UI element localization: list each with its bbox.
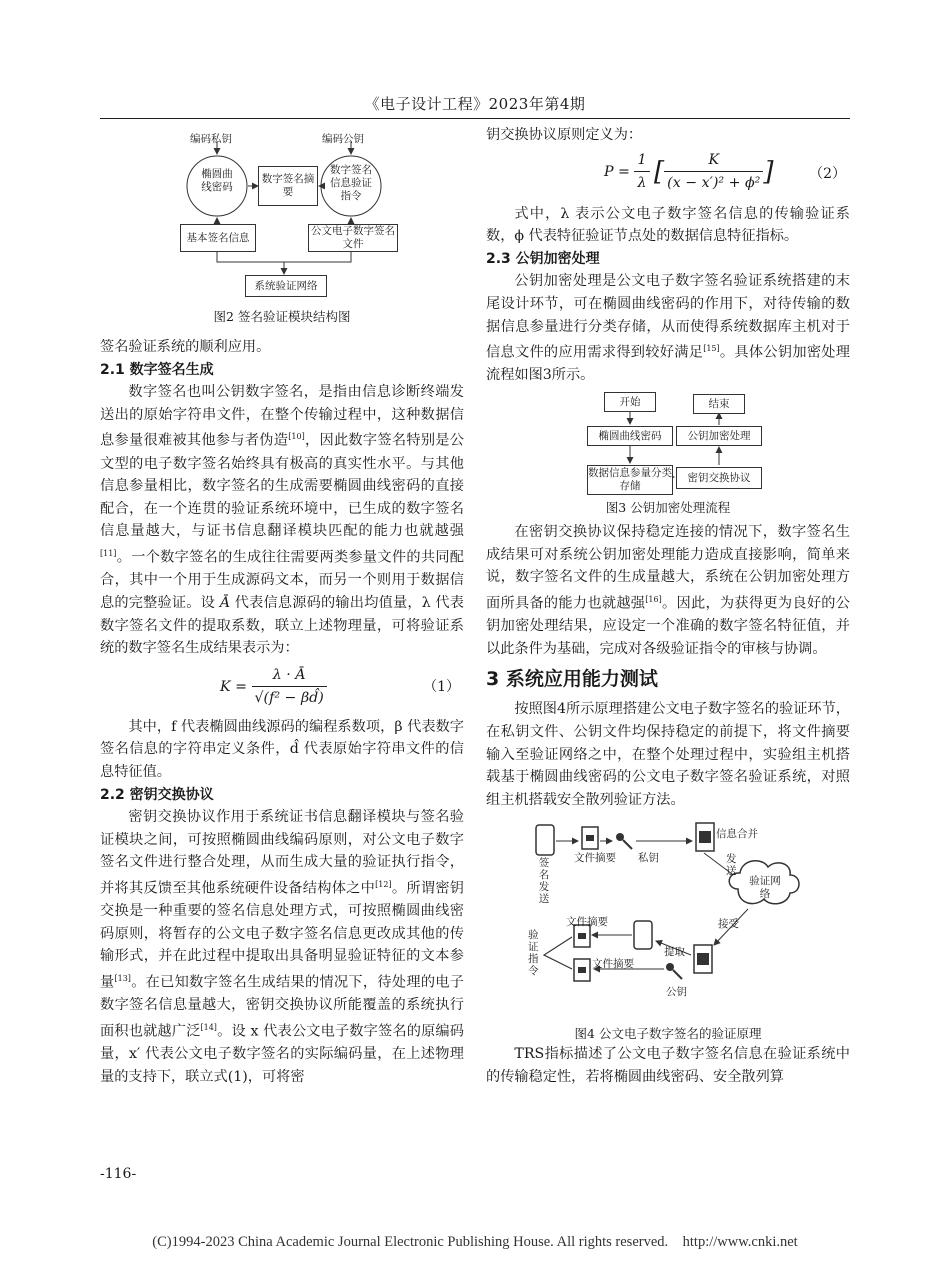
- copyright-footer: (C)1994-2023 China Academic Journal Electronic Publishing House. All rights reserved. http://www.cnki.net: [152, 1234, 798, 1250]
- equation-1-body: K = $\frac{\lambda \cdot Ā}{\text{√(f² − βd̂)}}$: [220, 664, 327, 710]
- info-merge-label: 信息合并: [716, 828, 758, 841]
- ecc-node: 椭圆曲线密码: [201, 168, 233, 193]
- public-key-icon: [666, 963, 674, 971]
- right-column: [486, 124, 850, 1089]
- figure-3-caption: 图3 公钥加密处理流程: [605, 500, 731, 516]
- basic-info-node: 基本签名信息: [180, 224, 256, 252]
- private-key-label: 编码私钥: [190, 133, 232, 145]
- section-2-1-title: 2.1 数字签名生成: [100, 361, 214, 378]
- section-2-2-paragraph-1: 密钥交换协议作用于系统证书信息翻译模块与签名验证模块之间，可按照椭圆曲线编码原则，对公文电子数字签名文件进行整合处理，从而生成大量的验证执行指令，并将其反馈至其他系统硬件设备结构体之中[12]。所谓密钥交换是一种重要的签名信息处理方式，可按照椭圆曲线密码原则，将暂存的公文电子数字签名信息更改成其他的传输形式，并在此过程中提取出具备明显验证特征的文本参量[13]。在已知数字签名生成结果的情况下，待处理的电子数字签名信息量越大，密钥交换协议所能覆盖的系统执行面积也就越广泛[14]。设 x 代表公文电子数字签名的原编码量，x′ 代表公文电子数字签名的实际编码量，在上述物理量的支持下，联立式(1)，可将密: [100, 809, 464, 1085]
- section-2-2-title: 2.2 密钥交换协议: [100, 786, 214, 803]
- extracted-document-icon: [634, 921, 652, 949]
- section-3-title: 3 系统应用能力测试: [486, 668, 658, 691]
- send-label: 发送: [726, 853, 737, 878]
- section-3-paragraph-2: TRS指标描述了公文电子数字签名信息在验证系统中的传输稳定性，若将椭圆曲线密码、安全散列算: [486, 1046, 850, 1085]
- public-key-label: 编码公钥: [322, 133, 364, 145]
- section-3-paragraph-1: 按照图4所示原理搭建公文电子数字签名的验证环节，在私钥文件、公钥文件均保持稳定的前提下，将文件摘要输入至验证网络之中，在整个处理过程中，实验组主机搭载基于椭圆曲线密码的公文电子数字签名验证系统，对照组主机搭载安全散列验证方法。: [486, 701, 850, 808]
- header-rule: [100, 118, 850, 119]
- file-digest-bottom-label: 文件摘要: [592, 958, 634, 971]
- section-2-3-paragraph-1: 公钥加密处理是公文电子数字签名验证系统搭建的末尾设计环节，可在椭圆曲线密码的作用下，对待传输的数据信息参量进行分类存储，从而使得系统数据库主机对于信息文件的应用需求得到较好满足[15]。具体公钥加密处理流程如图3所示。: [486, 273, 850, 384]
- paragraph-continuation: 签名验证系统的顺利应用。: [100, 339, 271, 355]
- doc-file-node: 公文电子数字签名文件: [308, 224, 398, 252]
- page-number: -116-: [100, 1166, 137, 1182]
- flow-ecc: 椭圆曲线密码: [587, 426, 673, 446]
- public-key-text: 公钥: [666, 986, 687, 999]
- equation-1: [100, 660, 464, 716]
- figure-2: [100, 124, 464, 324]
- verify-cmd-label: 验证指令: [528, 929, 539, 978]
- section-2-3-paragraph-2: 在密钥交换协议保持稳定连接的情况下，数字签名生成结果可对系统公钥加密处理能力造成直接影响，简单来说，数字签名文件的生成量越大，系统在公钥加密处理方面所具备的能力也就越强[16]。因此，为获得更为良好的公钥加密处理结果，应设定一个准确的数字签名特征值，并以此条件为基础，完成对各级验证指令的审核与协调。: [486, 524, 850, 657]
- section-2-1-paragraph-1: 数字签名也叫公钥数字签名，是指由信息诊断终端发送出的原始字符串文件，在整个传输过程中，这种数据信息参量很难被其他参与者伪造[10]，因此数字签名特别是公文型的电子数字签名始终具有极高的真实性水平。与其他信息参量相比，数字签名的生成需要椭圆曲线密码的直接配合，在一个连贯的验证系统环境中，已生成的数字签名信息量越大，与证书信息翻译模块匹配的能力也就越强[11]。一个数字签名的生成往往需要两类参量文件的共同配合，其中一个用于生成源码文本，而另一个则用于数据信息的完整验证。设 Ā 代表信息源码的输出均值量，λ 代表数字签名文件的提取系数，联立上述物理量，可将验证系统的数字签名生成结果表示为：: [100, 384, 464, 657]
- file-digest-top-label: 文件摘要: [566, 916, 608, 929]
- private-key-icon: [616, 833, 624, 841]
- private-key-text: 私钥: [638, 852, 659, 865]
- sender-document-icon: [536, 825, 554, 855]
- figure-2-caption: 图2 签名验证模块结构图: [213, 309, 351, 324]
- verify-node: 数字签名信息验证指令: [330, 164, 372, 202]
- equation-2-body: P = $\frac{1}{\lambda}$ [ $\frac{K}{\text{(x − x′)² + ϕ²}}$ ]: [604, 149, 773, 195]
- figure-4-caption: 图4 公文电子数字签名的验证原理: [574, 1026, 762, 1042]
- equation-2: [486, 147, 850, 203]
- digest-node: 数字签名摘要: [258, 166, 318, 206]
- right-continuation: 钥交换协议原则定义为：: [486, 127, 643, 143]
- left-column: [100, 124, 464, 1088]
- section-2-3-title: 2.3 公钥加密处理: [486, 250, 600, 267]
- journal-header: 《电子设计工程》2023年第4期: [364, 95, 586, 113]
- flow-public-encryption: 公钥加密处理: [676, 426, 762, 446]
- flow-start: 开始: [604, 392, 656, 412]
- file-digest-label: 文件摘要: [574, 852, 616, 865]
- extract-label: 提取: [664, 946, 685, 959]
- equation-1-number: （1）: [423, 678, 460, 695]
- figure-3: [486, 391, 850, 521]
- flow-key-exchange: 密钥交换协议: [676, 467, 762, 489]
- equation-2-number: （2）: [809, 165, 846, 182]
- figure-4: [486, 817, 850, 1043]
- verify-network-label: 验证网络: [749, 875, 781, 901]
- network-node: 系统验证网络: [245, 275, 327, 297]
- section-2-1-paragraph-2: 其中，f 代表椭圆曲线源码的编程系数项，β 代表数字签名信息的字符串定义条件，d̂ 代表原始字符串文件的信息特征值。: [100, 718, 464, 780]
- sign-send-label: 签名发送: [538, 857, 550, 906]
- flow-end: 结束: [693, 394, 745, 414]
- receive-label: 接受: [718, 918, 739, 931]
- flow-storage: 数据信息参量分类存储: [587, 465, 673, 495]
- equation-2-explanation: 式中，λ 表示公文电子数字签名信息的传输验证系数，ϕ 代表特征验证节点处的数据信息特征指标。: [486, 205, 850, 245]
